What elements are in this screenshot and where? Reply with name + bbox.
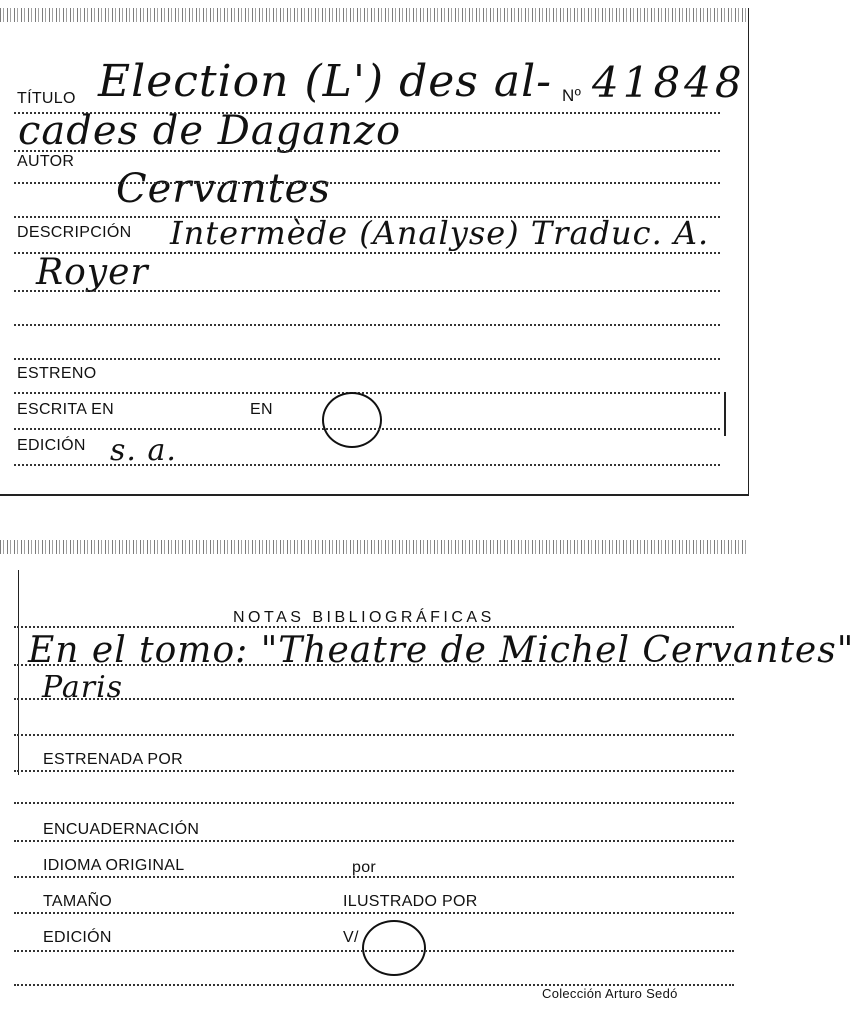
rule-titulo-2 [14,150,720,152]
idioma-original-label: IDIOMA ORIGINAL [43,857,185,874]
rule-descripcion-4 [14,358,720,360]
rule-estreno [14,392,720,394]
en-label: EN [250,401,273,418]
tamano-label: TAMAÑO [43,893,113,910]
ilustrado-por-label: ILUSTRADO POR [343,893,478,910]
rule-notas-1 [14,664,734,666]
descripcion-label: DESCRIPCIÓN [17,224,132,241]
collection-footer: Colección Arturo Sedó [542,986,678,1001]
right-margin-mark [724,392,726,436]
stamp-circle-back [362,920,426,976]
no-label: Nº [562,86,582,105]
titulo-handwritten-line2: cades de Daganzo [18,108,402,154]
rule-notas-3 [14,734,734,736]
rule-descripcion-3 [14,324,720,326]
stamp-circle [322,392,382,448]
descripcion-handwritten-line1: Intermède (Analyse) Traduc. A. [170,214,710,252]
autor-handwritten: Cervantes [116,166,331,212]
rule-notas-2 [14,698,734,700]
rule-encuadernacion [14,840,734,842]
notas-heading: NOTAS BIBLIOGRÁFICAS [233,609,495,626]
rule-tamano [14,912,734,914]
torn-top-edge [0,8,748,22]
por-label: por [352,859,377,876]
catalog-card-back [0,540,854,1010]
rule-edicion-back [14,950,734,952]
catalog-number: 41848 [592,58,746,107]
catalog-card-front [0,8,749,496]
rule-estrenada [14,770,734,772]
rule-estrenada-2 [14,802,734,804]
descripcion-handwritten-line2: Royer [36,252,149,293]
rule-idioma [14,876,734,878]
edicion-label-back: EDICIÓN [43,929,112,946]
v-label: V/ [343,929,359,946]
rule-escrita [14,428,720,430]
rule-descripcion-2 [14,290,720,292]
notas-handwritten-line1: En el tomo: "Theatre de Michel Cervantes" [28,630,854,671]
autor-label: AUTOR [17,153,75,170]
rule-notas [14,626,734,628]
edicion-handwritten: s. a. [110,433,177,468]
left-margin-line [18,570,19,775]
escrita-en-label: ESCRITA EN [17,401,114,418]
titulo-label: TÍTULO [17,90,76,107]
edicion-label-front: EDICIÓN [17,437,86,454]
rule-edicion [14,464,720,466]
encuadernacion-label: ENCUADERNACIÓN [43,821,200,838]
titulo-handwritten-line1: Election (L') des al- [98,56,553,107]
estrenada-por-label: ESTRENADA POR [43,751,183,768]
torn-top-edge-back [0,540,748,554]
rule-autor [14,182,720,184]
notas-handwritten-line2: Paris [42,670,124,705]
estreno-label: ESTRENO [17,365,97,382]
